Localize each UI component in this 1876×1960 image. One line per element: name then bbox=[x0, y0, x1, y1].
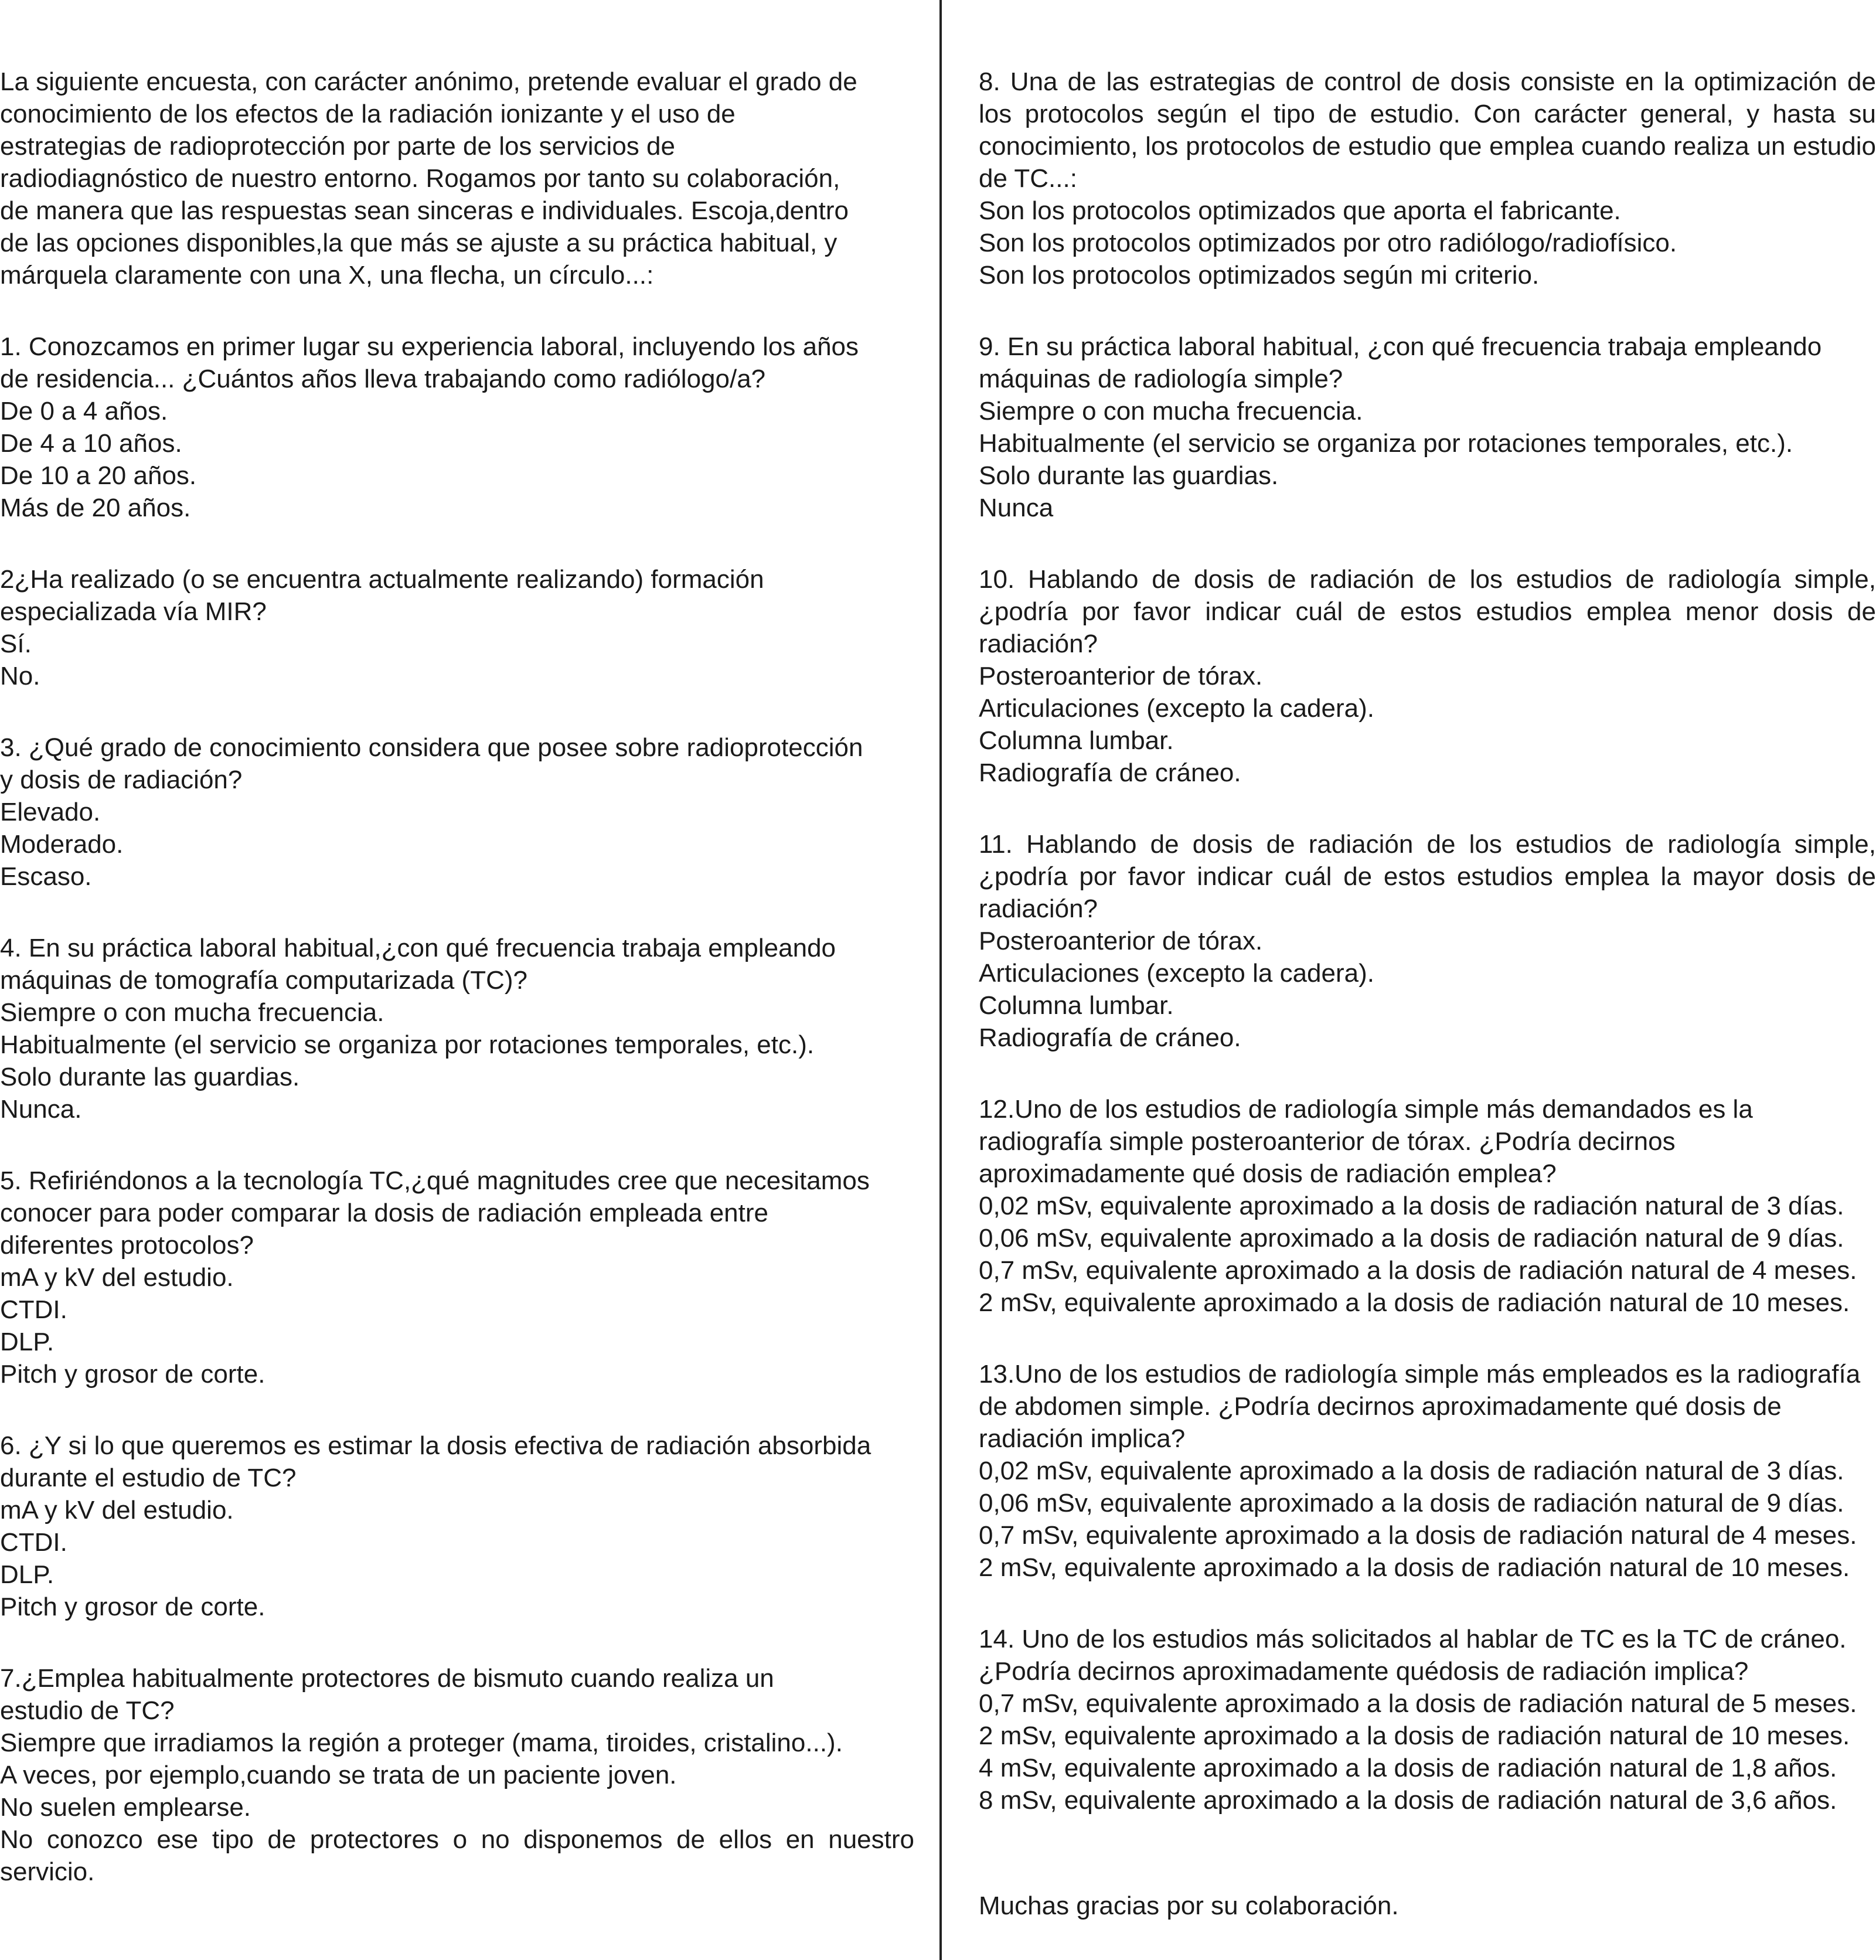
answer-option[interactable]: No conozco ese tipo de protectores o no disponemos de ellos en nuestro servicio. bbox=[0, 1825, 914, 1886]
question-4 bbox=[0, 932, 914, 1125]
question-text: estudio de TC? bbox=[0, 1696, 175, 1725]
answer-option[interactable]: 2 mSv, equivalente aproximado a la dosis de radiación natural de 10 meses. bbox=[979, 1721, 1850, 1750]
question-text: máquinas de tomografía computarizada (TC)? bbox=[0, 966, 527, 995]
answer-option[interactable]: Son los protocolos optimizados por otro radiólogo/radiofísico. bbox=[979, 229, 1677, 257]
answer-option[interactable]: 0,06 mSv, equivalente aproximado a la dosis de radiación natural de 9 días. bbox=[979, 1224, 1844, 1253]
question-3 bbox=[0, 731, 914, 893]
question-12 bbox=[979, 1093, 1876, 1319]
question-text: 1. Conozcamos en primer lugar su experiencia laboral, incluyendo los años bbox=[0, 332, 859, 361]
column-divider bbox=[939, 0, 942, 1960]
answer-option[interactable]: No. bbox=[0, 662, 40, 690]
answer-option[interactable]: No suelen emplearse. bbox=[0, 1793, 251, 1822]
answer-option[interactable]: Radiografía de cráneo. bbox=[979, 758, 1241, 787]
answer-option[interactable]: Sí. bbox=[0, 629, 32, 658]
answer-option[interactable]: Habitualmente (el servicio se organiza por rotaciones temporales, etc.). bbox=[0, 1030, 815, 1059]
answer-option[interactable]: Son los protocolos optimizados según mi criterio. bbox=[979, 261, 1540, 290]
answer-option[interactable]: Nunca. bbox=[0, 1095, 82, 1124]
question-text: 13.Uno de los estudios de radiología simple más empleados es la radiografía de abdomen simple. ¿Podría decirnos aproximadamente qué dosis de radiación implica? bbox=[979, 1360, 1861, 1453]
answer-option[interactable]: Siempre o con mucha frecuencia. bbox=[979, 397, 1363, 426]
question-text: durante el estudio de TC? bbox=[0, 1464, 297, 1492]
question-text: diferentes protocolos? bbox=[0, 1231, 254, 1260]
closing-thanks: Muchas gracias por su colaboración. bbox=[979, 1891, 1399, 1920]
question-11 bbox=[979, 828, 1876, 1054]
answer-option[interactable]: 0,02 mSv, equivalente aproximado a la dosis de radiación natural de 3 días. bbox=[979, 1457, 1844, 1485]
answer-option[interactable]: Solo durante las guardias. bbox=[0, 1063, 300, 1091]
question-14 bbox=[979, 1623, 1876, 1816]
intro-line: radiodiagnóstico de nuestro entorno. Rogamos por tanto su colaboración, bbox=[0, 164, 840, 193]
answer-option[interactable]: 4 mSv, equivalente aproximado a la dosis de radiación natural de 1,8 años. bbox=[979, 1754, 1837, 1782]
question-text: 11. Hablando de dosis de radiación de los estudios de radiología simple, ¿podría por favor indicar cuál de estos estudios emplea la mayor dosis de radiación? bbox=[979, 830, 1876, 923]
question-8 bbox=[979, 66, 1876, 291]
answer-option[interactable]: Articulaciones (excepto la cadera). bbox=[979, 694, 1374, 723]
answer-option[interactable]: Articulaciones (excepto la cadera). bbox=[979, 959, 1374, 988]
intro-line: de manera que las respuestas sean sinceras e individuales. Escoja,dentro bbox=[0, 196, 849, 225]
question-text: 10. Hablando de dosis de radiación de los estudios de radiología simple, ¿podría por favor indicar cuál de estos estudios emplea menor dosis de radiación? bbox=[979, 565, 1876, 658]
question-text: 9. En su práctica laboral habitual, ¿con qué frecuencia trabaja empleando máquinas de radiología simple? bbox=[979, 332, 1822, 393]
answer-option[interactable]: Escaso. bbox=[0, 862, 92, 891]
answer-option[interactable]: Posteroanterior de tórax. bbox=[979, 662, 1263, 690]
question-text: 4. En su práctica laboral habitual,¿con qué frecuencia trabaja empleando bbox=[0, 934, 836, 962]
answer-option[interactable]: De 10 a 20 años. bbox=[0, 461, 197, 490]
answer-option[interactable]: Posteroanterior de tórax. bbox=[979, 927, 1263, 955]
answer-option[interactable]: 0,7 mSv, equivalente aproximado a la dosis de radiación natural de 4 meses. bbox=[979, 1256, 1857, 1285]
answer-option[interactable]: 2 mSv, equivalente aproximado a la dosis de radiación natural de 10 meses. bbox=[979, 1288, 1850, 1317]
answer-option[interactable]: 0,06 mSv, equivalente aproximado a la dosis de radiación natural de 9 días. bbox=[979, 1489, 1844, 1517]
answer-option[interactable]: 8 mSv, equivalente aproximado a la dosis de radiación natural de 3,6 años. bbox=[979, 1786, 1837, 1815]
question-text: 14. Uno de los estudios más solicitados al hablar de TC es la TC de cráneo. ¿Podría decirnos aproximadamente quédosis de radiación implica? bbox=[979, 1625, 1847, 1686]
answer-option[interactable]: De 0 a 4 años. bbox=[0, 397, 168, 426]
question-text: especializada vía MIR? bbox=[0, 597, 267, 626]
question-2 bbox=[0, 563, 914, 692]
intro-line: de las opciones disponibles,la que más se ajuste a su práctica habitual, y bbox=[0, 229, 837, 257]
answer-option[interactable]: 2 mSv, equivalente aproximado a la dosis de radiación natural de 10 meses. bbox=[979, 1553, 1850, 1582]
answer-option[interactable]: DLP. bbox=[0, 1560, 55, 1589]
answer-option[interactable]: Elevado. bbox=[0, 798, 101, 826]
answer-option[interactable]: CTDI. bbox=[0, 1295, 67, 1324]
question-text: 12.Uno de los estudios de radiología simple más demandados es la radiografía simple posteroanterior de tórax. ¿Podría decirnos aproximadamente qué dosis de radiación emplea? bbox=[979, 1095, 1753, 1188]
answer-option[interactable]: Columna lumbar. bbox=[979, 726, 1174, 755]
answer-option[interactable]: Solo durante las guardias. bbox=[979, 461, 1279, 490]
question-text: de residencia... ¿Cuántos años lleva trabajando como radiólogo/a? bbox=[0, 365, 766, 393]
answer-option[interactable]: Son los protocolos optimizados que aporta el fabricante. bbox=[979, 196, 1621, 225]
question-13 bbox=[979, 1358, 1876, 1584]
question-7 bbox=[0, 1662, 914, 1888]
answer-option[interactable]: A veces, por ejemplo,cuando se trata de un paciente joven. bbox=[0, 1761, 677, 1789]
answer-option[interactable]: Columna lumbar. bbox=[979, 991, 1174, 1020]
answer-option[interactable]: Nunca bbox=[979, 494, 1054, 522]
question-text: 8. Una de las estrategias de control de dosis consiste en la optimización de los protocolos según el tipo de estudio. Con carácter general, y hasta su conocimiento, los protocolos de estudio que emplea cuando realiza un estudio de TC...: bbox=[979, 67, 1876, 193]
answer-option[interactable]: Radiografía de cráneo. bbox=[979, 1023, 1241, 1052]
intro-line: estrategias de radioprotección por parte de los servicios de bbox=[0, 132, 675, 161]
left-column bbox=[0, 66, 914, 1927]
question-text: 5. Refiriéndonos a la tecnología TC,¿qué magnitudes cree que necesitamos bbox=[0, 1166, 870, 1195]
question-text: 7.¿Emplea habitualmente protectores de bismuto cuando realiza un bbox=[0, 1664, 774, 1693]
intro-line: márquela claramente con una X, una flecha, un círculo...: bbox=[0, 261, 654, 290]
intro-line: conocimiento de los efectos de la radiación ionizante y el uso de bbox=[0, 100, 736, 128]
answer-option[interactable]: De 4 a 10 años. bbox=[0, 429, 182, 458]
answer-option[interactable]: Más de 20 años. bbox=[0, 494, 191, 522]
intro-paragraph bbox=[0, 66, 914, 291]
question-5 bbox=[0, 1165, 914, 1390]
question-6 bbox=[0, 1430, 914, 1623]
answer-option[interactable]: Pitch y grosor de corte. bbox=[0, 1360, 265, 1389]
question-text: conocer para poder comparar la dosis de radiación empleada entre bbox=[0, 1199, 768, 1227]
answer-option[interactable]: 0,02 mSv, equivalente aproximado a la dosis de radiación natural de 3 días. bbox=[979, 1192, 1844, 1220]
question-text: 2¿Ha realizado (o se encuentra actualmente realizando) formación bbox=[0, 565, 764, 594]
question-text: 3. ¿Qué grado de conocimiento considera que posee sobre radioprotección bbox=[0, 733, 863, 762]
answer-option[interactable]: Siempre que irradiamos la región a proteger (mama, tiroides, cristalino...). bbox=[0, 1728, 843, 1757]
question-9 bbox=[979, 331, 1876, 524]
answer-option[interactable]: mA y kV del estudio. bbox=[0, 1496, 234, 1525]
answer-option[interactable]: mA y kV del estudio. bbox=[0, 1263, 234, 1292]
question-10 bbox=[979, 563, 1876, 789]
right-column bbox=[979, 66, 1876, 1856]
answer-option[interactable]: DLP. bbox=[0, 1328, 55, 1356]
question-text: 6. ¿Y si lo que queremos es estimar la dosis efectiva de radiación absorbida bbox=[0, 1431, 871, 1460]
answer-option[interactable]: CTDI. bbox=[0, 1528, 67, 1557]
answer-option[interactable]: Siempre o con mucha frecuencia. bbox=[0, 998, 384, 1027]
answer-option[interactable]: Moderado. bbox=[0, 830, 124, 859]
question-1 bbox=[0, 331, 914, 524]
answer-option[interactable]: Pitch y grosor de corte. bbox=[0, 1592, 265, 1621]
intro-line: La siguiente encuesta, con carácter anónimo, pretende evaluar el grado de bbox=[0, 67, 857, 96]
answer-option[interactable]: 0,7 mSv, equivalente aproximado a la dosis de radiación natural de 5 meses. bbox=[979, 1689, 1857, 1718]
question-text: y dosis de radiación? bbox=[0, 765, 243, 794]
answer-option[interactable]: 0,7 mSv, equivalente aproximado a la dosis de radiación natural de 4 meses. bbox=[979, 1521, 1857, 1550]
answer-option[interactable]: Habitualmente (el servicio se organiza por rotaciones temporales, etc.). bbox=[979, 429, 1793, 458]
